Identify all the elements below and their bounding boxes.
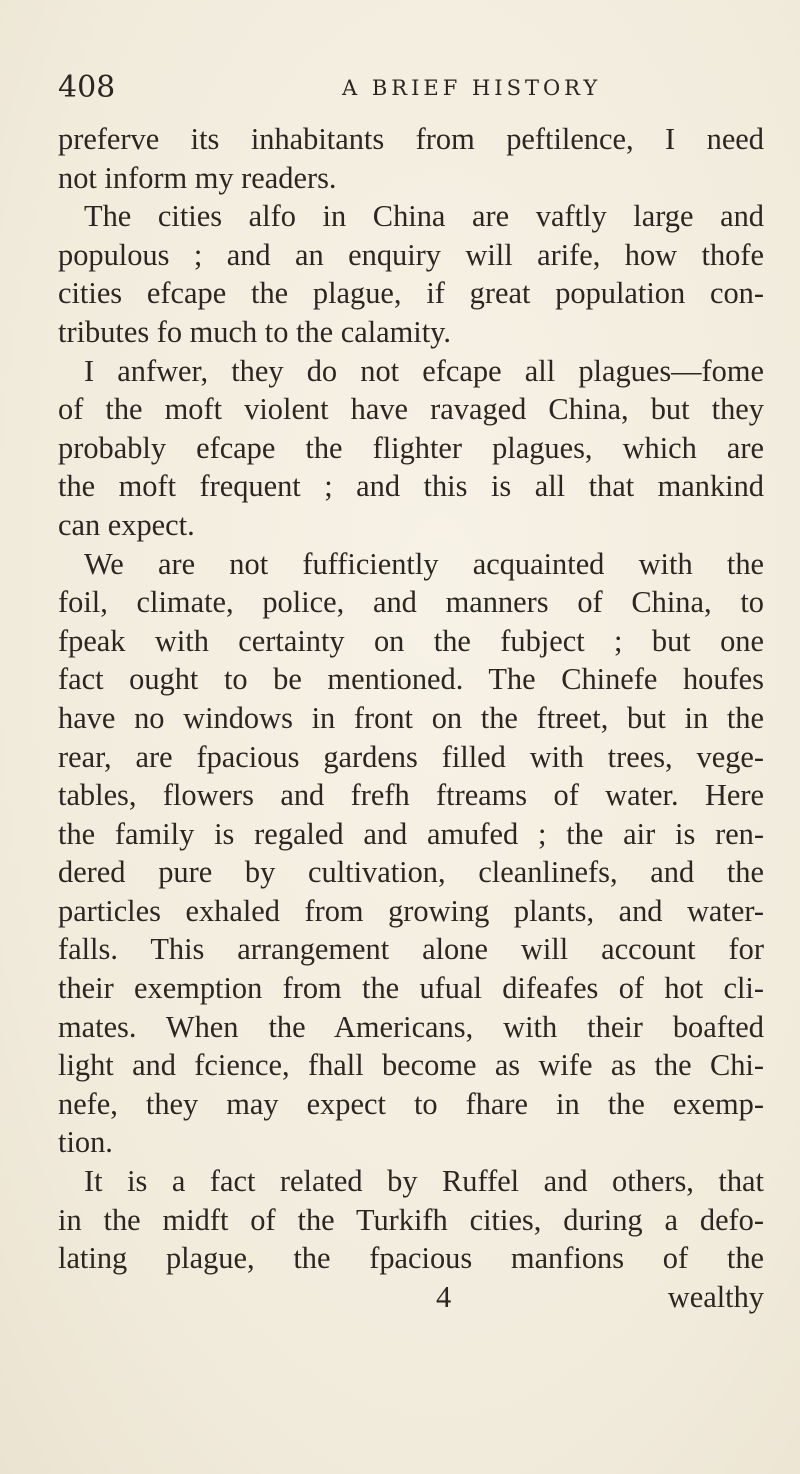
text-line: We are not fufficiently acquainted with the bbox=[84, 546, 764, 581]
text-line: populous ; and an enquiry will arife, how thofe bbox=[58, 237, 764, 272]
text-line: rear, are fpacious gardens filled with trees, vege- bbox=[58, 739, 764, 774]
text-line: The cities alfo in China are vaftly large and bbox=[84, 199, 764, 234]
text-line: nefe, they may expect to fhare in the exemp- bbox=[58, 1086, 764, 1121]
text-line: tributes fo much to the calamity. bbox=[58, 314, 452, 349]
running-head: A BRIEF HISTORY bbox=[342, 76, 602, 100]
text-line: light and fcience, fhall become as wife as the Chi- bbox=[58, 1048, 764, 1083]
text-line: of the moft violent have ravaged China, but they bbox=[58, 392, 764, 427]
text-line: It is a fact related by Ruffel and others, that bbox=[84, 1164, 764, 1199]
paragraph bbox=[58, 197, 764, 351]
text-line: the moft frequent ; and this is all that mankind bbox=[58, 469, 764, 504]
text-line: preferve its inhabitants from peftilence, I need bbox=[58, 122, 764, 156]
paragraph bbox=[58, 120, 764, 197]
text-line: fpeak with certainty on the fubject ; but one bbox=[58, 623, 764, 658]
text-line: tion. bbox=[58, 1125, 113, 1160]
body-text bbox=[58, 120, 764, 1316]
paragraph bbox=[58, 1162, 764, 1278]
text-line: tables, flowers and frefh ftreams of water. Here bbox=[58, 778, 764, 813]
text-line: their exemption from the ufual difeafes of hot cli- bbox=[58, 971, 764, 1006]
text-line: cities efcape the plague, if great population con- bbox=[58, 276, 764, 311]
text-line: particles exhaled from growing plants, and water- bbox=[58, 893, 764, 928]
text-line: have no windows in front on the ftreet, but in the bbox=[58, 700, 764, 735]
text-line: foil, climate, police, and manners of China, to bbox=[58, 585, 764, 620]
signature-mark: 4 bbox=[436, 1279, 452, 1314]
text-line: not inform my readers. bbox=[58, 160, 337, 195]
text-line: in the midft of the Turkifh cities, during a defo- bbox=[58, 1202, 764, 1237]
text-line: dered pure by cultivation, cleanlinefs, and the bbox=[58, 855, 764, 890]
text-line: mates. When the Americans, with their boafted bbox=[58, 1009, 764, 1044]
text-line: I anfwer, they do not efcape all plagues—fome bbox=[84, 353, 764, 388]
text-line: lating plague, the fpacious manfions of the bbox=[58, 1241, 764, 1276]
catchword: wealthy bbox=[667, 1279, 764, 1314]
paragraph bbox=[58, 352, 764, 545]
text-line: the family is regaled and amufed ; the air is ren- bbox=[58, 816, 764, 851]
text-line: fact ought to be mentioned. The Chinefe houfes bbox=[58, 662, 764, 697]
text-line: probably efcape the flighter plagues, which are bbox=[58, 430, 764, 465]
text-line: falls. This arrangement alone will account for bbox=[58, 932, 764, 967]
page-number: 408 bbox=[58, 70, 116, 105]
page-header bbox=[58, 70, 758, 110]
paragraph bbox=[58, 545, 764, 1163]
text-line: can expect. bbox=[58, 507, 195, 542]
catchword-line bbox=[58, 1278, 764, 1317]
